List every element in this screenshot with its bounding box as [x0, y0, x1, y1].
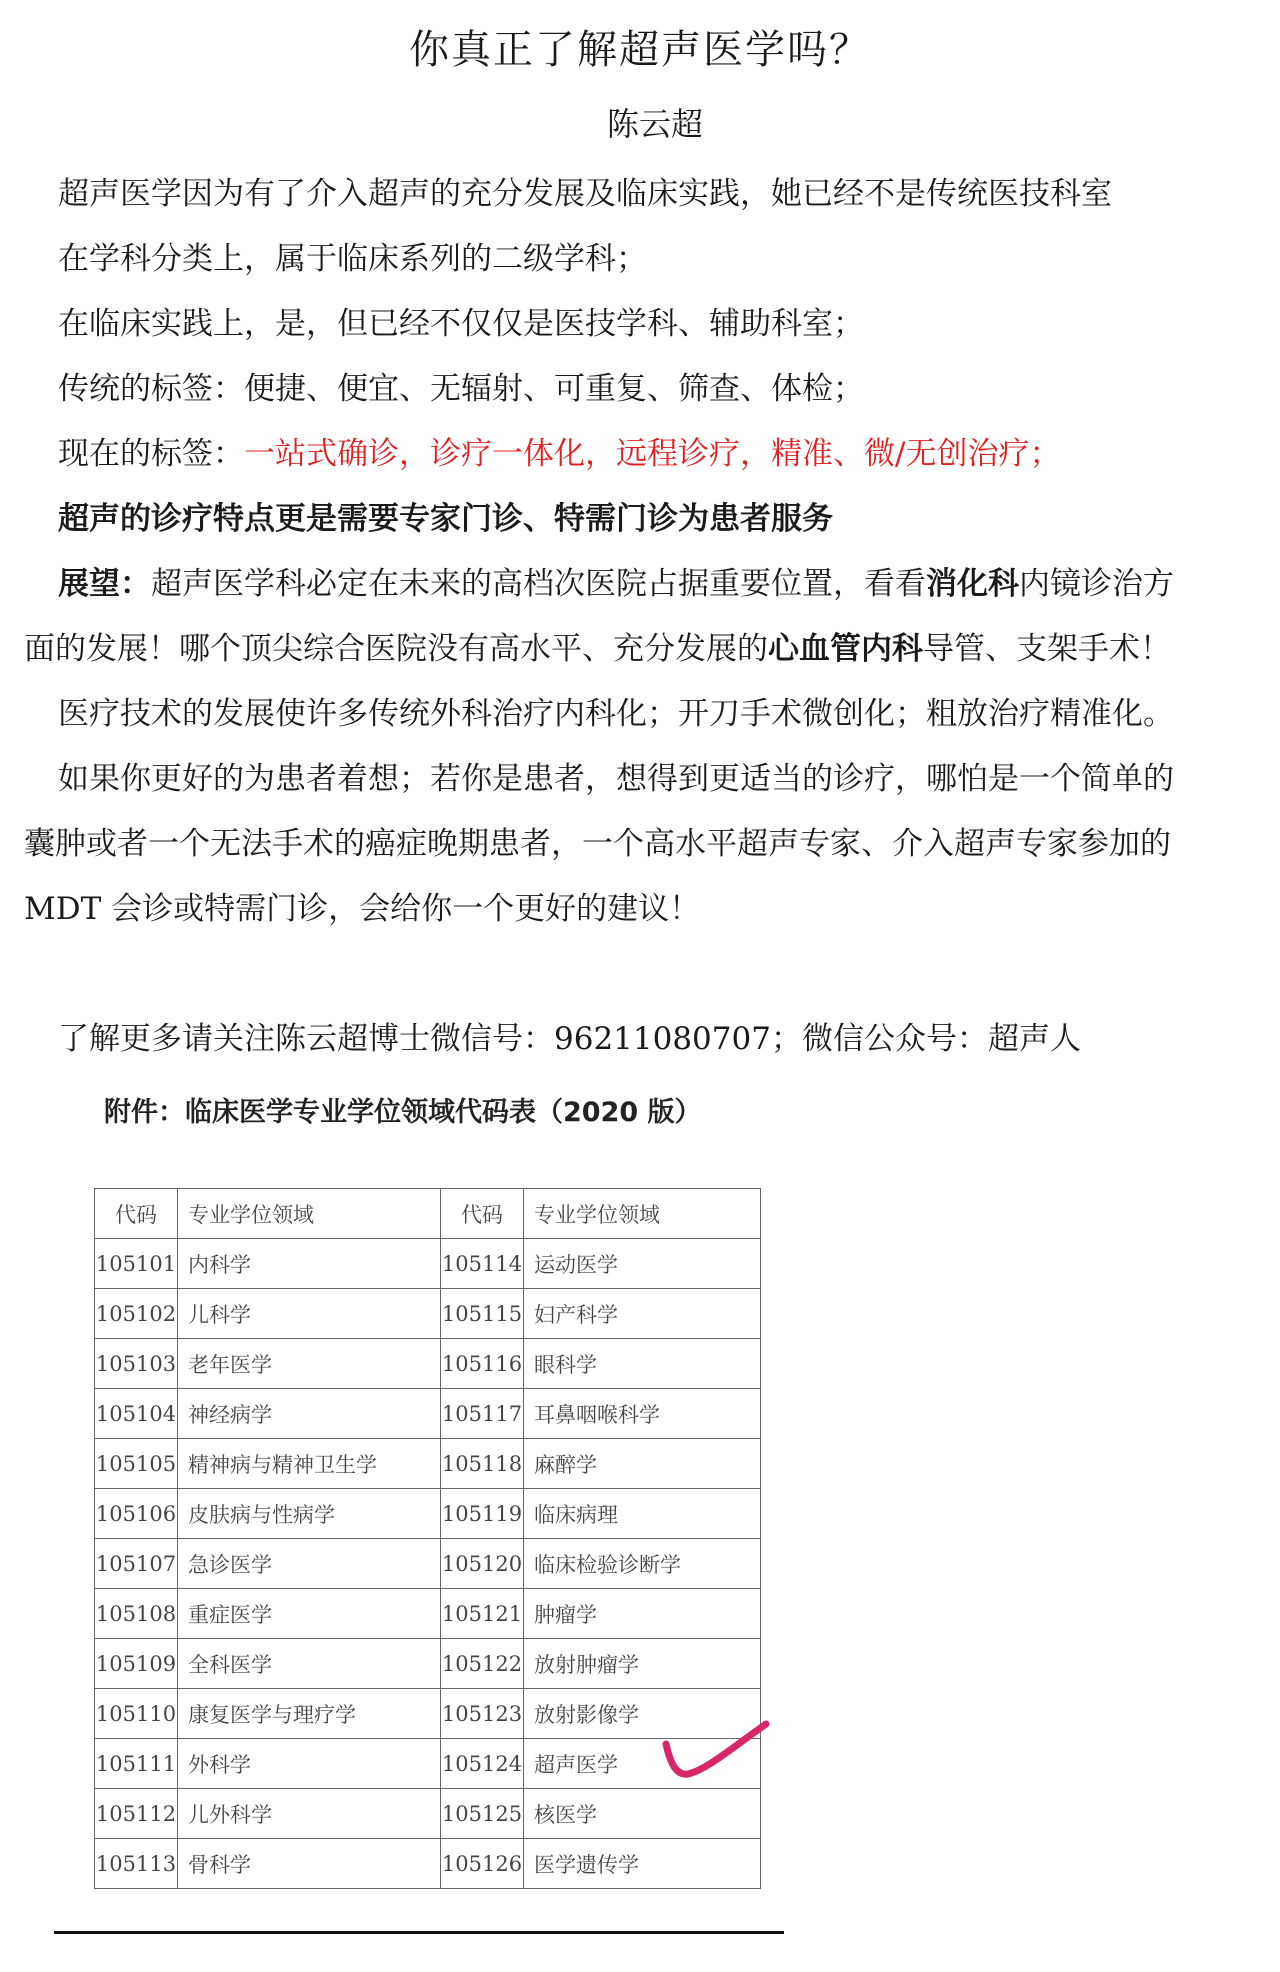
table-cell-code: 105105 [95, 1439, 178, 1489]
table-cell-field: 放射肿瘤学 [524, 1639, 761, 1689]
table-header: 专业学位领域 [178, 1189, 441, 1239]
table-row [95, 1339, 761, 1389]
table-row [95, 1489, 761, 1539]
table-cell-field: 外科学 [178, 1739, 441, 1789]
table-cell-code: 105104 [95, 1389, 178, 1439]
table-cell-field: 内科学 [178, 1239, 441, 1289]
table-cell-field: 医学遗传学 [524, 1839, 761, 1889]
table-cell-code: 105109 [95, 1639, 178, 1689]
table-cell-code: 105122 [441, 1639, 524, 1689]
table-cell-field: 临床检验诊断学 [524, 1539, 761, 1589]
outlook-label: 展望： [58, 566, 151, 602]
table-row [95, 1539, 761, 1589]
table-cell-code: 105114 [441, 1239, 524, 1289]
table-cell-code: 105112 [95, 1789, 178, 1839]
outlook-line-1 [24, 552, 1256, 617]
article-author: 陈云超 [606, 105, 703, 143]
table-row [95, 1639, 761, 1689]
table-cell-code: 105126 [441, 1839, 524, 1889]
table-header: 代码 [441, 1189, 524, 1239]
table-cell-field: 放射影像学 [524, 1689, 761, 1739]
table-cell-code: 105118 [441, 1439, 524, 1489]
table-cell-code: 105120 [441, 1539, 524, 1589]
paragraph-line: 传统的标签：便捷、便宜、无辐射、可重复、筛查、体检； [58, 371, 864, 407]
patient-paragraph-line: MDT 会诊或特需门诊，会给你一个更好的建议！ [24, 891, 701, 927]
table-cell-field: 麻醉学 [524, 1439, 761, 1489]
table-cell-code: 105106 [95, 1489, 178, 1539]
table-cell-field: 超声医学 [524, 1739, 761, 1789]
table-cell-field: 儿科学 [178, 1289, 441, 1339]
current-label-line [24, 422, 1256, 487]
table-cell-field: 神经病学 [178, 1389, 441, 1439]
article-body [24, 162, 1256, 1072]
outlook-line-2 [24, 617, 1256, 682]
attachment-title: 附件：临床医学专业学位领域代码表（2020 版） [104, 1097, 702, 1128]
outlook-bold-term: 心血管内科 [768, 631, 923, 667]
tech-paragraph: 医疗技术的发展使许多传统外科治疗内科化；开刀手术微创化；粗放治疗精准化。 [58, 696, 1174, 732]
current-label-highlight: 一站式确诊，诊疗一体化，远程诊疗，精准、微/无创治疗； [244, 436, 1061, 472]
table-cell-field: 康复医学与理疗学 [178, 1689, 441, 1739]
table-cell-field: 眼科学 [524, 1339, 761, 1389]
outlook-bold-term: 消化科 [926, 566, 1019, 602]
table-cell-field: 骨科学 [178, 1839, 441, 1889]
table-row [95, 1389, 761, 1439]
table-cell-field: 耳鼻咽喉科学 [524, 1389, 761, 1439]
table-row [95, 1439, 761, 1489]
table-cell-code: 105116 [441, 1339, 524, 1389]
table-cell-code: 105111 [95, 1739, 178, 1789]
table-cell-code: 105101 [95, 1239, 178, 1289]
bold-statement: 超声的诊疗特点更是需要专家门诊、特需门诊为患者服务 [58, 501, 833, 537]
patient-paragraph-line: 囊肿或者一个无法手术的癌症晚期患者，一个高水平超声专家、介入超声专家参加的 [24, 826, 1171, 862]
table-cell-field: 运动医学 [524, 1239, 761, 1289]
table-body [95, 1239, 761, 1889]
code-table [94, 1188, 761, 1889]
follow-info: 了解更多请关注陈云超博士微信号：96211080707；微信公众号：超声人 [58, 1021, 1081, 1057]
table-cell-code: 105107 [95, 1539, 178, 1589]
table-row [95, 1289, 761, 1339]
table-cell-field: 全科医学 [178, 1639, 441, 1689]
table-row [95, 1839, 761, 1889]
patient-paragraph-line: 如果你更好的为患者着想；若你是患者，想得到更适当的诊疗，哪怕是一个简单的 [58, 761, 1174, 797]
check-mark-icon [662, 1718, 772, 1788]
paragraph-line: 在学科分类上，属于临床系列的二级学科； [58, 241, 647, 277]
table-cell-code: 105121 [441, 1589, 524, 1639]
outlook-text: 内镜诊治方 [1019, 566, 1174, 602]
table-cell-field: 肿瘤学 [524, 1589, 761, 1639]
table-cell-field: 妇产科学 [524, 1289, 761, 1339]
table-row [95, 1739, 761, 1789]
table-cell-code: 105102 [95, 1289, 178, 1339]
table-row [95, 1789, 761, 1839]
paragraph-line: 超声医学因为有了介入超声的充分发展及临床实践，她已经不是传统医技科室 [58, 176, 1112, 212]
current-label-prefix: 现在的标签： [58, 436, 244, 472]
paragraph-line: 在临床实践上，是，但已经不仅仅是医技学科、辅助科室； [58, 306, 864, 342]
outlook-text: 面的发展！哪个顶尖综合医院没有高水平、充分发展的 [24, 631, 768, 667]
table-cell-code: 105115 [441, 1289, 524, 1339]
table-header: 专业学位领域 [524, 1189, 761, 1239]
table-header: 代码 [95, 1189, 178, 1239]
table-cell-code: 105123 [441, 1689, 524, 1739]
table-cell-code: 105108 [95, 1589, 178, 1639]
table-cell-code: 105119 [441, 1489, 524, 1539]
table-cell-code: 105103 [95, 1339, 178, 1389]
table-header-row [95, 1189, 761, 1239]
outlook-text: 导管、支架手术！ [923, 631, 1171, 667]
table-row [95, 1689, 761, 1739]
table-cell-field: 老年医学 [178, 1339, 441, 1389]
table-row [95, 1589, 761, 1639]
table-row [95, 1239, 761, 1289]
table-cell-field: 皮肤病与性病学 [178, 1489, 441, 1539]
table-cell-field: 核医学 [524, 1789, 761, 1839]
table-cell-code: 105124 [441, 1739, 524, 1789]
table-cell-code: 105117 [441, 1389, 524, 1439]
article-title: 你真正了解超声医学吗？ [409, 27, 871, 73]
outlook-text: 超声医学科必定在未来的高档次医院占据重要位置，看看 [151, 566, 926, 602]
table-cell-field: 重症医学 [178, 1589, 441, 1639]
table-cell-field: 精神病与精神卫生学 [178, 1439, 441, 1489]
table-cell-code: 105113 [95, 1839, 178, 1889]
table-cell-field: 急诊医学 [178, 1539, 441, 1589]
table-cell-code: 105110 [95, 1689, 178, 1739]
table-cell-field: 儿外科学 [178, 1789, 441, 1839]
table-cell-code: 105125 [441, 1789, 524, 1839]
table-cell-field: 临床病理 [524, 1489, 761, 1539]
bottom-divider [54, 1931, 784, 1934]
